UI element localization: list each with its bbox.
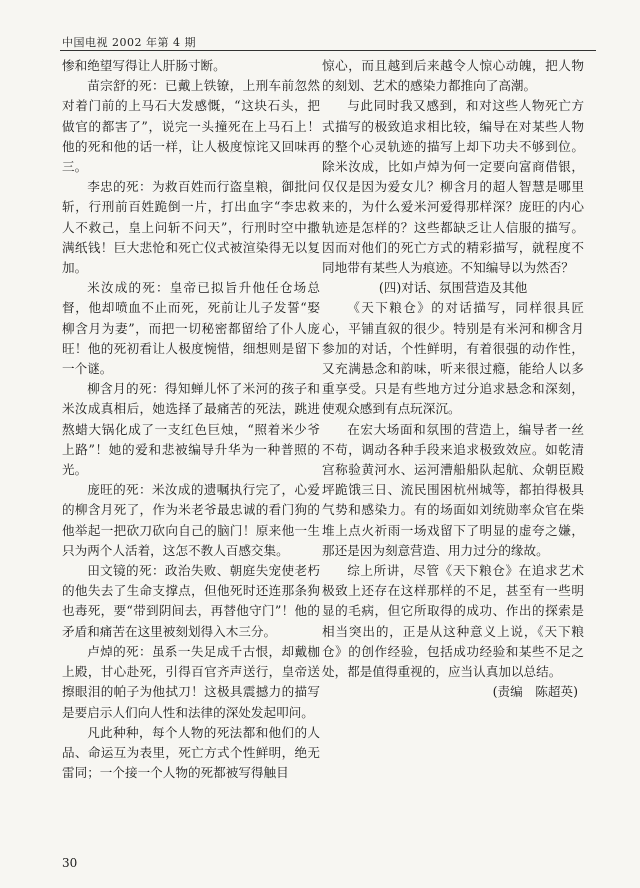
- paragraph: 米汝成的死：皇帝已拟旨升他任仓场总督，他却喷血不止而死，死前让儿子发誓“娶柳含月为妻”，而把一切秘密都留给了仆人庞旺！他的死初看让人极度惋惜，细想则是留下一个谜。: [62, 280, 320, 377]
- running-head: 中国电视 2002 年第 4 期: [62, 36, 196, 49]
- right-column: [322, 56, 584, 703]
- section-heading: (四)对话、氛围营造及其他: [378, 280, 528, 296]
- paragraph: 综上所讲，尽管《天下粮仓》在追求艺术极致上还存在这样那样的不足，甚至有一些明显的毛病，但它所取得的成功、作出的探索是相当突出的，正是从这种意义上说，《天下粮仓》的创作经验，包括成功经验和某些不足之处，都是值得重视的，应当认真加以总结。: [322, 563, 584, 680]
- left-column: [62, 56, 320, 783]
- paragraph: 柳含月的死：得知蝉儿怀了米河的孩子和米汝成真相后，她选择了最痛苦的死法，跳进熬蜡大锅化成了一支红色巨烛，“照着米少爷上路”！她的爱和悲被编导升华为一种普照的光。: [62, 381, 320, 478]
- paragraph: 惊心，而且越到后来越令人惊心动魄，把人物的刻划、艺术的感染力都推向了高潮。: [322, 58, 584, 94]
- paragraph: 惨和绝望写得让人肝肠寸断。: [62, 58, 226, 73]
- header-rule: [60, 50, 596, 51]
- paragraph: 田文镜的死：政治失败、朝庭失宠使老朽的他失去了生命支撑点，但他死时还连那条狗也毒死，要“带到阴间去，再替他守门”！他的矛盾和痛苦在这里被刻划得入木三分。: [62, 563, 320, 639]
- paragraph: 庞旺的死：米汝成的遗嘱执行完了，心爱的柳含月死了，作为米老爷最忠诚的看门狗的他举起一把砍刀砍向自己的脑门！原来他一生只为两个人活着，这怎不教人百感交集。: [62, 482, 320, 558]
- paragraph: 李忠的死：为救百姓而行盗皇粮，御批问斩，行刑前百姓跪倒一片，打出血字“李忠救人不救己，皇上问斩不问天”，行刑时空中撒满纸钱！巨大悲怆和死亡仪式被渲染得无以复加。: [62, 179, 320, 276]
- paragraph: 在宏大场面和氛围的营造上，编导者一丝不苟，调动各种手段来追求极致效应。如乾清宫称验黄河水、运河漕船船队起航、众朝臣殿坪跪饿三日、流民围困杭州城等，都拍得极具气势和感染力。有的场面如刘统勋率众官在柴堆上点火祈雨一场戏留下了明显的虚夸之嫌，那还是因为刻意营造、用力过分的缘故。: [322, 421, 584, 558]
- paragraph: 苗宗舒的死：已戴上铁镣，上刑车前忽然对着门前的上马石大发感慨，“这块石头，把做官的都害了”，说完一头撞死在上马石上！他的死和他的话一样，让人极度惊诧又回味再三。: [62, 78, 320, 175]
- editor-byline: (责编 陈超英): [492, 684, 578, 700]
- paragraph: 凡此种种，每个人物的死法都和他们的人品、命运互为表里，死亡方式个性鲜明，绝无雷同；一个接一个人物的死都被写得触目: [62, 724, 320, 781]
- paragraph: 《天下粮仓》的对话描写，同样很具匠心，平铺直叙的很少。特别是有米河和柳含月参加的对话，个性鲜明，有着很强的动作性，又充满悬念和韵味，听来很过瘾，能给人以多重享受。只是有些地方过分追求悬念和深刻，使观众感到有点玩深沉。: [322, 300, 584, 417]
- paragraph: 卢焯的死：虽系一失足成千古恨，却戴枷上殿，甘心赴死，引得百官齐声送行，皇帝送擦眼泪的帕子为他拭刀！这极具震撼力的描写是要启示人们向人性和法律的深处发起叩问。: [62, 643, 320, 720]
- paragraph: 与此同时我又感到，和对这些人物死亡方式描写的极致追求相比较，编导在对某些人物的整个心灵轨迹的描写上却下功夫不够到位。除米汝成，比如卢焯为何一定要向富商借银，仅仅是因为爱女儿？柳含月的超人智慧是哪里来的，为什么爱米河爱得那样深？庞旺的内心轨迹是怎样的？这些都缺乏让人信服的描写。因而对他们的死亡方式的精彩描写，就程度不同地带有某些人为痕迹。不知编导以为然否？: [322, 98, 584, 276]
- page-number: 30: [62, 856, 78, 870]
